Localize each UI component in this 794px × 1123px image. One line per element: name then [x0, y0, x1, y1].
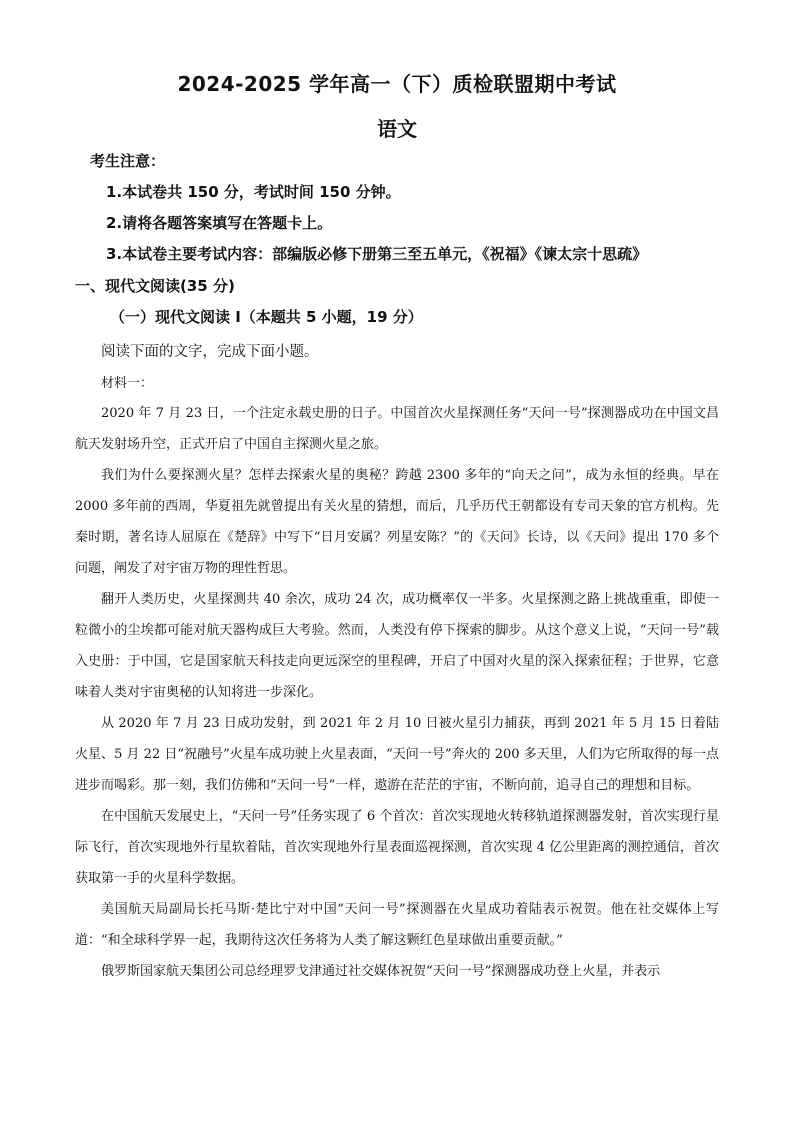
subsection-heading: （一）现代文阅读 I（本题共 5 小题，19 分） — [110, 308, 423, 326]
passage-paragraph: 我们为什么要探测火星？怎样去探索火星的奥秘？跨越 2300 多年的“向天之问”，成为永恒的经典。早在 2000 多年前的西周，华夏祖先就曾提出有关火星的猜想，而后，几乎历代王朝都设有专司天象的官方机构。先秦时期，著名诗人屈原在《楚辞》中写下“日月安属？列星安陈？”的《天问》长诗，以《天问》提出 170 多个问题，阐发了对宇宙万物的理性哲思。 — [75, 468, 719, 576]
notice-item: 1.本试卷共 150 分，考试时间 150 分钟。 — [106, 183, 401, 201]
passage-paragraph: 2020 年 7 月 23 日，一个注定永载史册的日子。中国首次火星探测任务“天问一号”探测器成功在中国文昌航天发射场升空，正式开启了中国自主探测火星之旅。 — [75, 406, 719, 452]
notice-item: 2.请将各题答案填写在答题卡上。 — [106, 214, 333, 232]
passage-paragraph: 美国航天局副局长托马斯·楚比宁对中国“天问一号”探测器在火星成功着陆表示祝贺。他在社交媒体上写道：“和全球科学界一起，我期待这次任务将为人类了解这颗红色星球做出重要贡献。” — [75, 902, 719, 948]
exam-subject: 语文 — [377, 117, 417, 141]
passage-paragraph: 翻开人类历史，火星探测共 40 余次，成功 24 次，成功概率仅一半多。火星探测之路上挑战重重，即使一粒微小的尘埃都可能对航天器构成巨大考验。然而，人类没有停下探索的脚步。从这个意义上说，“天问一号”载入史册：于中国，它是国家航天科技走向更远深空的里程碑，开启了中国对火星的深入探索征程；于世界，它意味着人类对宇宙奥秘的认知将进一步深化。 — [75, 592, 719, 700]
passage-paragraph: 从 2020 年 7 月 23 日成功发射，到 2021 年 2 月 10 日被火星引力捕获，再到 2021 年 5 月 15 日着陆火星、5 月 22 日“祝融号”火星车成功驶上火星表面，“天问一号”奔火的 200 多天里，人们为它所取得的每一点进步而喝彩。那一刻，我们仿佛和“天问一号”一样，遨游在茫茫的宇宙，不断向前，追寻自己的理想和目标。 — [75, 716, 719, 793]
reading-passage — [75, 398, 719, 987]
notice-item: 3.本试卷主要考试内容：部编版必修下册第三至五单元，《祝福》《谏太宗十思疏》 — [106, 245, 648, 263]
passage-paragraph-continued: 俄罗斯国家航天集团公司总经理罗戈津通过社交媒体祝贺“天问一号”探测器成功登上火星，并表示 — [101, 964, 661, 979]
material-label: 材料一： — [101, 376, 154, 391]
notice-list — [106, 181, 647, 274]
passage-paragraph: 在中国航天发展史上，“天问一号”任务实现了 6 个首次：首次实现地火转移轨道探测器发射，首次实现行星际飞行，首次实现地外行星软着陆，首次实现地外行星表面巡视探测，首次实现 4 亿公里距离的测控通信，首次获取第一手的火星科学数据。 — [75, 809, 719, 886]
exam-title: 2024-2025 学年高一（下）质检联盟期中考试 — [177, 72, 617, 96]
reading-instruction: 阅读下面的文字，完成下面小题。 — [101, 344, 319, 360]
notice-heading: 考生注意： — [90, 152, 166, 170]
section-heading: 一、现代文阅读(35 分) — [75, 277, 235, 295]
